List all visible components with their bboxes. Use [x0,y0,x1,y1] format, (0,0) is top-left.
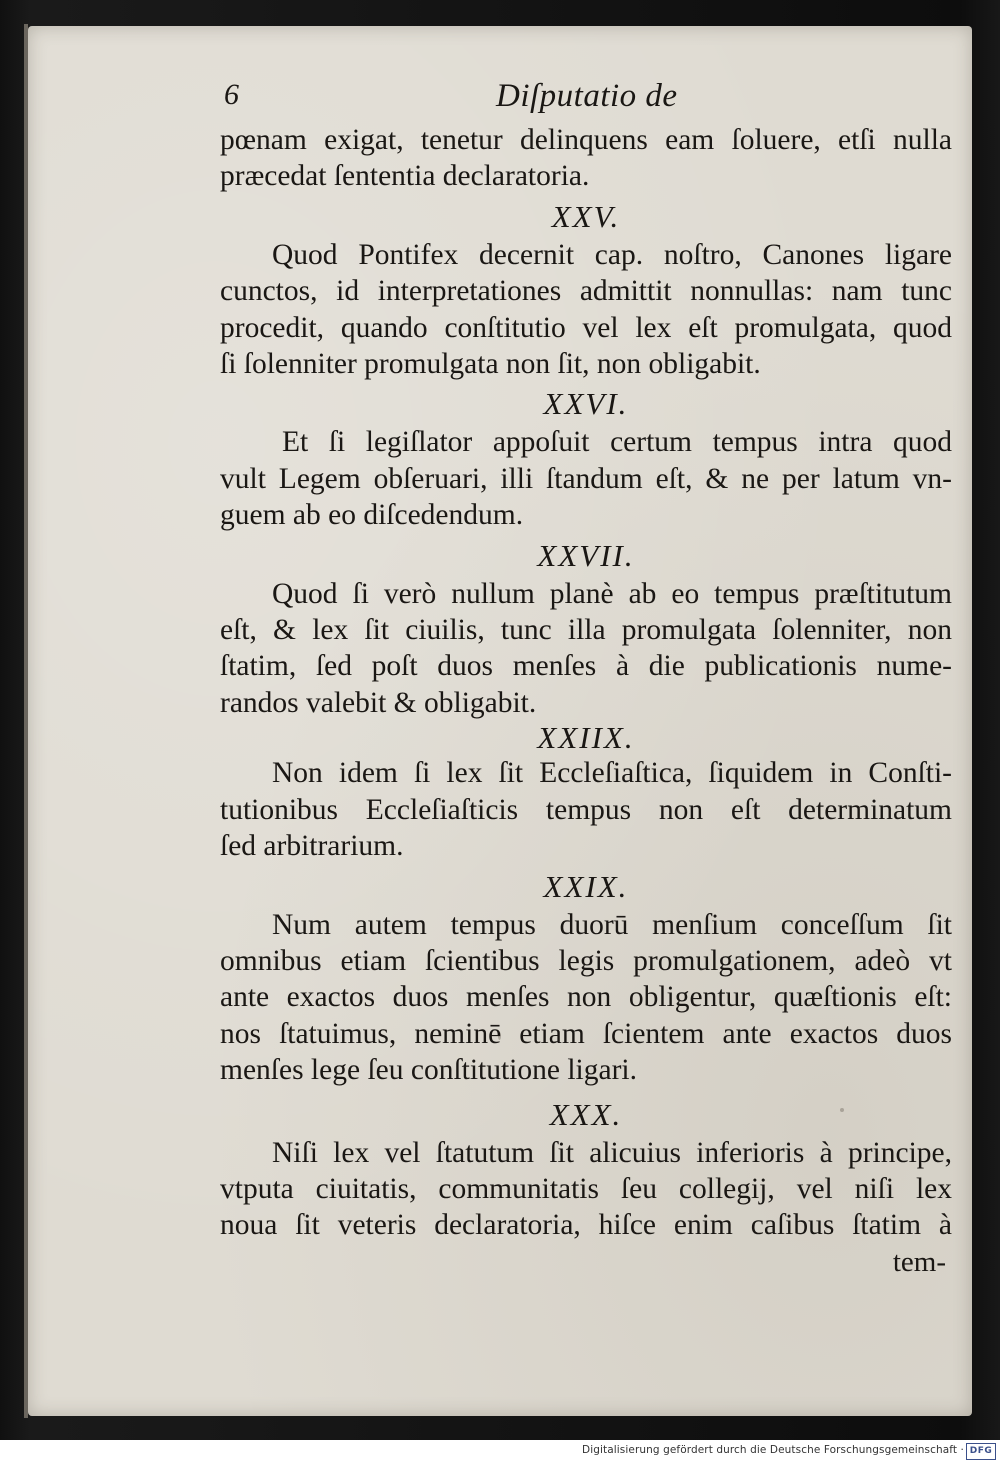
digitization-footer [0,1440,1000,1463]
thesis-numeral: XXVI. [543,386,629,422]
thesis-xxx [220,1095,952,1244]
page-text [220,78,952,1280]
text-line: Quod Pontifex decernit cap. noſtro, Canones ligare [272,238,952,271]
text-line: Et ſi legiſlator appoſuit certum tempus intra quod [282,426,952,459]
text-line: Non idem ſi lex ſit Eccleſiaſtica, ſiquidem in Conſti- [272,757,952,790]
text-line: ante exactos duos menſes non obligentur, quæſtionis eſt: [220,981,952,1014]
text-line: menſes lege ſeu conſtitutione ligari. [220,1054,637,1087]
text-line: pœnam exigat, tenetur delinquens eam ſoluere, etſi nulla [220,124,952,156]
thesis-xxvi [220,384,952,533]
thesis-xxvii [220,536,952,722]
thesis-numeral: XXVII. [537,537,635,573]
text-line: ſi ſolenniter promulgata non ſit, non obligabit. [220,348,761,381]
thesis-xxiix [220,721,952,864]
thesis-xxix [220,867,952,1089]
text-line: vtputa ciuitatis, communitatis ſeu collegij, vel niſi lex [220,1172,952,1205]
text-line: præcedat ſententia declaratoria. [220,160,590,193]
text-line: nos ſtatuimus, neminē etiam ſcientem ante exactos duos [220,1017,952,1050]
text-line: Num autem tempus duorū menſium conceſſum ſit [272,908,952,941]
text-line: Quod ſi verò nullum planè ab eo tempus præſtitutum [272,577,952,610]
text-line: tutionibus Eccleſiaſticis tempus non eſt determinatum [220,793,952,826]
text-line: noua ſit veteris declaratoria, hiſce enim caſibus ſtatim à [220,1209,952,1242]
paragraph-continuation [220,122,952,195]
thesis-xxv [220,197,952,383]
running-title: Diſputatio de [496,78,678,114]
thesis-numeral: XXIIX. [537,720,635,756]
text-line: ſtatim, ſed poſt duos menſes à die publicationis nume- [220,650,952,683]
text-line: vult Legem obſeruari, illi ſtandum eſt, & ne per latum vn- [220,462,952,495]
thesis-numeral: XXIX. [543,868,629,904]
page-number: 6 [224,78,239,111]
text-line: eſt, & lex ſit ciuilis, tunc illa promulgata ſolenniter, non [220,614,952,647]
text-line: procedit, quando conſtitutio vel lex eſt promulgata, quod [220,311,952,344]
text-line: ſed arbitrarium. [220,830,404,863]
text-line: randos valebit & obligabit. [220,686,537,719]
thesis-numeral: XXX. [549,1096,623,1132]
catchword: tem- [892,1245,946,1278]
thesis-numeral: XXV. [551,198,621,234]
dfg-logo-icon: DFG [966,1443,996,1460]
page-header [220,78,952,122]
text-line: cunctos, id interpretationes admittit nonnullas: nam tunc [220,275,952,308]
text-line: omnibus etiam ſcientibus legis promulgationem, adeò vt [220,944,952,977]
text-line: Niſi lex vel ſtatutum ſit alicuius inferioris à principe, [272,1136,952,1169]
text-line: guem ab eo diſcedendum. [220,499,524,532]
funding-credit: Digitalisierung gefördert durch die Deutsche Forschungsgemeinschaft · [582,1444,964,1456]
